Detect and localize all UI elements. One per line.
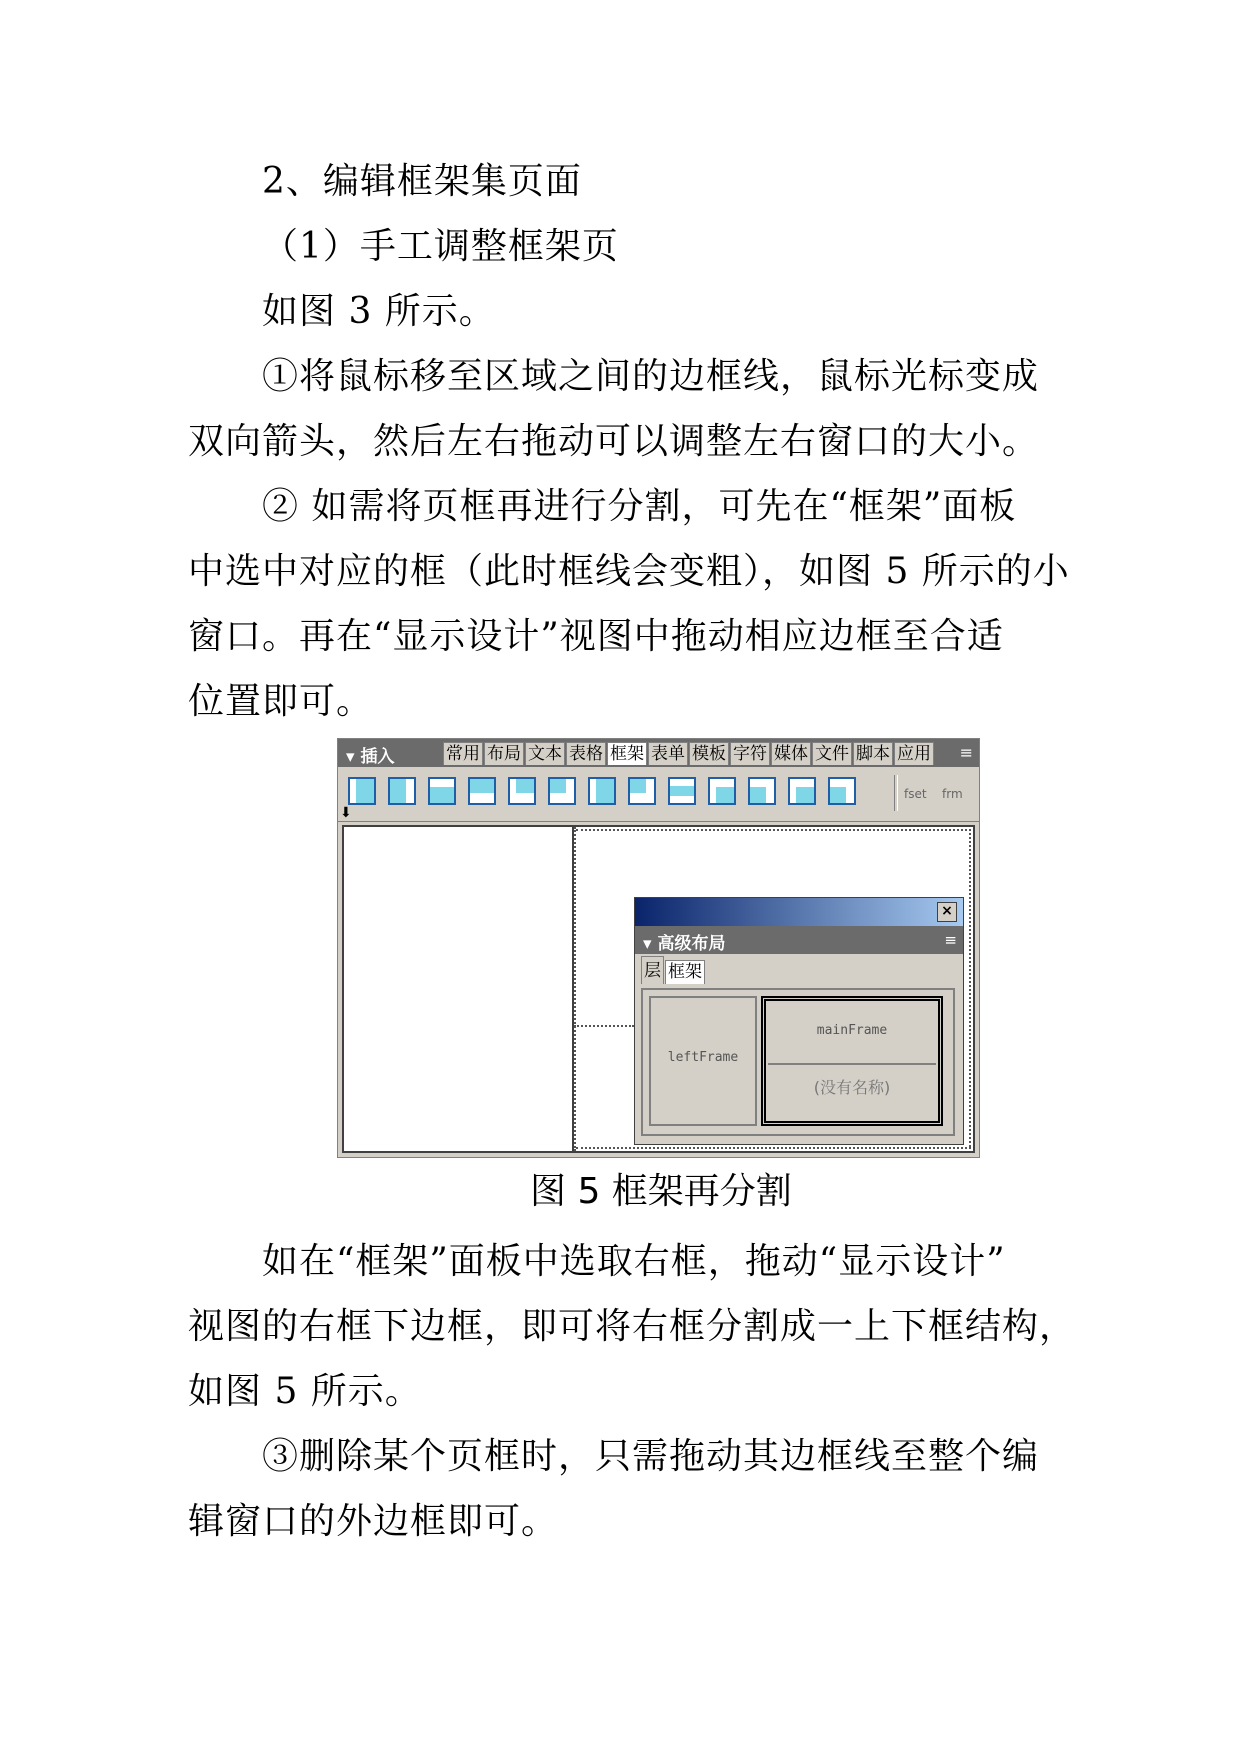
bottom-nested-right-frame-icon[interactable] bbox=[548, 777, 576, 805]
panel-header bbox=[635, 926, 963, 954]
tab-text[interactable]: 文本 bbox=[525, 742, 565, 765]
panel-tabs bbox=[641, 956, 706, 984]
tab-files[interactable]: 文件 bbox=[812, 742, 852, 765]
frames-map bbox=[641, 988, 955, 1136]
tab-table[interactable]: 表格 bbox=[566, 742, 606, 765]
frameset-tag-icon[interactable]: fset bbox=[904, 787, 927, 801]
tab-layout[interactable]: 布局 bbox=[484, 742, 524, 765]
paragraph-line: ③删除某个页框时，只需拖动其边框线至整个编 bbox=[262, 1436, 1040, 1477]
options-menu-icon[interactable]: ≡ bbox=[944, 931, 957, 949]
insert-tabs bbox=[443, 742, 935, 765]
paragraph-line: 如图 5 所示。 bbox=[188, 1371, 422, 1412]
paragraph-line: 如图 3 所示。 bbox=[262, 291, 496, 332]
frames-toolbar bbox=[338, 767, 979, 822]
bottom-nested-left-frame-icon[interactable] bbox=[508, 777, 536, 805]
options-menu-icon[interactable]: ≡ bbox=[959, 743, 973, 762]
design-view[interactable] bbox=[342, 825, 975, 1153]
right-frame-block-selected[interactable] bbox=[761, 996, 943, 1126]
tab-media[interactable]: 媒体 bbox=[771, 742, 811, 765]
frame-border-line[interactable] bbox=[574, 1025, 634, 1027]
tab-frames-panel[interactable]: 框架 bbox=[665, 960, 705, 984]
frame-name-label: leftFrame bbox=[667, 1050, 739, 1065]
tab-templates[interactable]: 模板 bbox=[689, 742, 729, 765]
paragraph-line: 中选中对应的框（此时框线会变粗），如图 5 所示的小 bbox=[188, 551, 1070, 592]
left-frame-area[interactable] bbox=[344, 827, 574, 1151]
paragraph-line: 辑窗口的外边框即可。 bbox=[188, 1501, 559, 1542]
tab-forms[interactable]: 表单 bbox=[648, 742, 688, 765]
right-nested-top-frame-icon[interactable] bbox=[748, 777, 776, 805]
arrow-down-icon[interactable]: ⬇ bbox=[340, 805, 352, 821]
tab-characters[interactable]: 字符 bbox=[730, 742, 770, 765]
panel-titlebar[interactable] bbox=[635, 898, 963, 926]
unnamed-frame-block[interactable] bbox=[768, 1067, 936, 1115]
frame-border-line bbox=[576, 829, 971, 831]
tab-frames[interactable]: 框架 bbox=[607, 742, 647, 765]
left-frame-block[interactable] bbox=[649, 996, 757, 1126]
insert-panel-title[interactable]: ▾ 插入 bbox=[346, 747, 395, 767]
top-and-bottom-frames-icon[interactable] bbox=[668, 777, 696, 805]
advanced-layout-panel bbox=[634, 897, 964, 1145]
right-frame-icon[interactable] bbox=[388, 777, 416, 805]
section-heading: 2、编辑框架集页面 bbox=[262, 161, 582, 202]
frame-border-line bbox=[576, 1147, 971, 1149]
top-nested-left-frame-icon[interactable] bbox=[788, 777, 816, 805]
left-frame-icon[interactable] bbox=[348, 777, 376, 805]
figure-caption: 图 5 框架再分割 bbox=[530, 1171, 792, 1212]
paragraph-line: 双向箭头，然后左右拖动可以调整左右窗口的大小。 bbox=[188, 421, 1040, 462]
frame-name-label: mainFrame bbox=[816, 1023, 888, 1038]
bottom-frame-icon[interactable] bbox=[468, 777, 496, 805]
frame-name-label: (没有名称) bbox=[813, 1078, 891, 1097]
paragraph-line: 视图的右框下边框，即可将右框分割成一上下框结构， bbox=[188, 1306, 1077, 1347]
tab-common[interactable]: 常用 bbox=[443, 742, 483, 765]
insert-panel-header bbox=[338, 739, 979, 767]
close-icon[interactable]: × bbox=[937, 902, 957, 922]
left-nested-top-frame-icon[interactable] bbox=[708, 777, 736, 805]
toolbar-separator bbox=[894, 775, 898, 811]
paragraph-line: ①将鼠标移至区域之间的边框线，鼠标光标变成 bbox=[262, 356, 1040, 397]
left-nested-bottom-frame-icon[interactable] bbox=[588, 777, 616, 805]
right-nested-bottom-frame-icon[interactable] bbox=[628, 777, 656, 805]
tab-layers[interactable]: 层 bbox=[641, 956, 664, 984]
tab-application[interactable]: 应用 bbox=[894, 742, 934, 765]
top-nested-right-frame-icon[interactable] bbox=[828, 777, 856, 805]
paragraph-line: ② 如需将页框再进行分割，可先在“框架”面板 bbox=[262, 486, 1017, 527]
paragraph-line: 如在“框架”面板中选取右框，拖动“显示设计” bbox=[262, 1241, 1006, 1282]
main-frame-block[interactable] bbox=[768, 1003, 936, 1065]
paragraph-line: 窗口。再在“显示设计”视图中拖动相应边框至合适 bbox=[188, 616, 1004, 657]
frame-border-line bbox=[969, 829, 971, 1147]
panel-title[interactable]: ▾ 高级布局 bbox=[643, 934, 726, 954]
tab-scripts[interactable]: 脚本 bbox=[853, 742, 893, 765]
paragraph-line: 位置即可。 bbox=[188, 681, 374, 722]
figure-screenshot bbox=[337, 738, 980, 1158]
frame-border-line[interactable] bbox=[574, 827, 576, 1151]
top-frame-icon[interactable] bbox=[428, 777, 456, 805]
subsection-heading: （1）手工调整框架页 bbox=[262, 226, 619, 267]
frame-tag-icon[interactable]: frm bbox=[942, 787, 963, 801]
